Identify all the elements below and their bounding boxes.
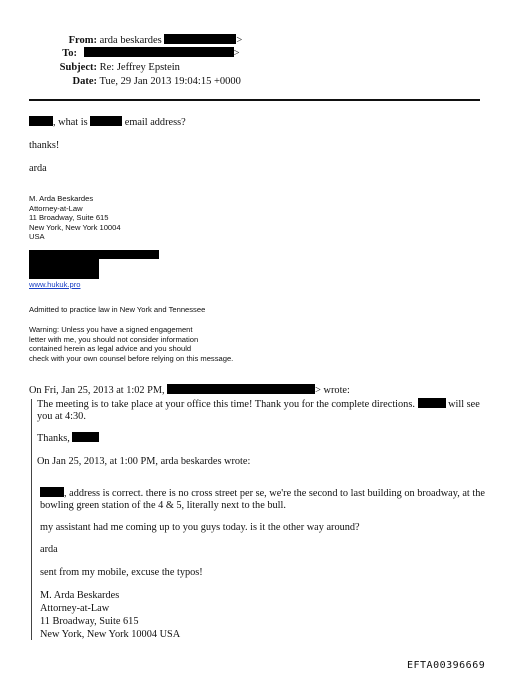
thanks-text: thanks! [29, 140, 60, 151]
redaction-box [29, 250, 159, 259]
meeting-line [37, 398, 480, 411]
quote-intro [29, 384, 350, 397]
to-line [40, 47, 240, 60]
redaction-box [84, 47, 234, 57]
signature-block [29, 194, 121, 242]
meeting-line-2: you at 4:30. [37, 411, 86, 422]
question-text-a: , what is [53, 117, 88, 128]
meeting-text: The meeting is to take place at your office this time! Thank you for the complete directions. [37, 399, 415, 410]
address-text: , address is correct. there is no cross street per se, we're the second to last building on broadway, at the [64, 488, 485, 499]
from-line [40, 34, 242, 47]
question-line [29, 116, 186, 129]
redaction-box [72, 432, 99, 442]
date-label: Date: [72, 76, 97, 87]
arda-line: arda [40, 544, 58, 555]
warning-line: letter with me, you should not consider information [29, 334, 199, 344]
from-name: arda beskardes [99, 35, 162, 46]
quote-intro-text: On Fri, Jan 25, 2013 at 1:02 PM, [29, 385, 165, 396]
admitted-text: Admitted to practice law in New York and Tennessee [29, 305, 206, 314]
warning-line: contained herein as legal advice and you should [29, 344, 192, 354]
thanks-line [37, 432, 99, 445]
sender-name: arda [29, 163, 47, 174]
date-line [40, 75, 241, 88]
thanks-text: Thanks, [37, 433, 70, 444]
quoted-signature-line: M. Arda Beskardes [40, 590, 120, 601]
quoted-signature-line: New York, New York 10004 USA [40, 629, 181, 640]
subject-label: Subject: [59, 62, 97, 73]
meeting-text-b: will see [448, 399, 480, 410]
website-link[interactable]: www.hukuk.pro [29, 280, 81, 289]
redaction-box [40, 487, 64, 497]
signature-line: Attorney-at-Law [29, 203, 83, 213]
address-line-2: bowling green station of the 4 & 5, literally next to the bull. [40, 500, 286, 511]
warning-line: check with your own counsel before relying on this message. [29, 353, 234, 363]
from-label: From: [68, 35, 97, 46]
quoted-signature [40, 589, 180, 641]
assistant-line: my assistant had me coming up to you guys today. is it the other way around? [40, 522, 360, 533]
signature-line: M. Arda Beskardes [29, 194, 94, 203]
quote-bar [31, 399, 32, 640]
quoted-signature-line: 11 Broadway, Suite 615 [40, 616, 139, 627]
signature-line: USA [29, 232, 45, 242]
redaction-box [418, 398, 446, 408]
signature-line: New York, New York 10004 [29, 222, 121, 232]
question-text-b: email address? [124, 117, 186, 128]
redaction-box [29, 116, 53, 126]
redaction-box [164, 34, 236, 44]
to-label: To: [62, 48, 77, 59]
quoted-signature-line: Attorney-at-Law [40, 603, 110, 614]
mobile-line: sent from my mobile, excuse the typos! [40, 567, 203, 578]
redaction-box [167, 384, 315, 394]
warning-block [29, 325, 233, 363]
subject-value: Re: Jeffrey Epstein [99, 62, 180, 73]
document-id: EFTA00396669 [407, 660, 486, 671]
warning-line: Warning: Unless you have a signed engagement [29, 325, 193, 334]
redaction-box [29, 259, 99, 279]
header-divider [29, 99, 480, 101]
signature-line: 11 Broadway, Suite 615 [29, 213, 109, 223]
nested-intro: On Jan 25, 2013, at 1:00 PM, arda beskardes wrote: [37, 456, 251, 467]
angle-bracket: > [236, 35, 243, 46]
angle-bracket: > [233, 48, 240, 59]
subject-line [40, 61, 180, 74]
redaction-box [90, 116, 122, 126]
quote-intro-wrote: > wrote: [315, 385, 350, 396]
date-value: Tue, 29 Jan 2013 19:04:15 +0000 [99, 76, 241, 87]
